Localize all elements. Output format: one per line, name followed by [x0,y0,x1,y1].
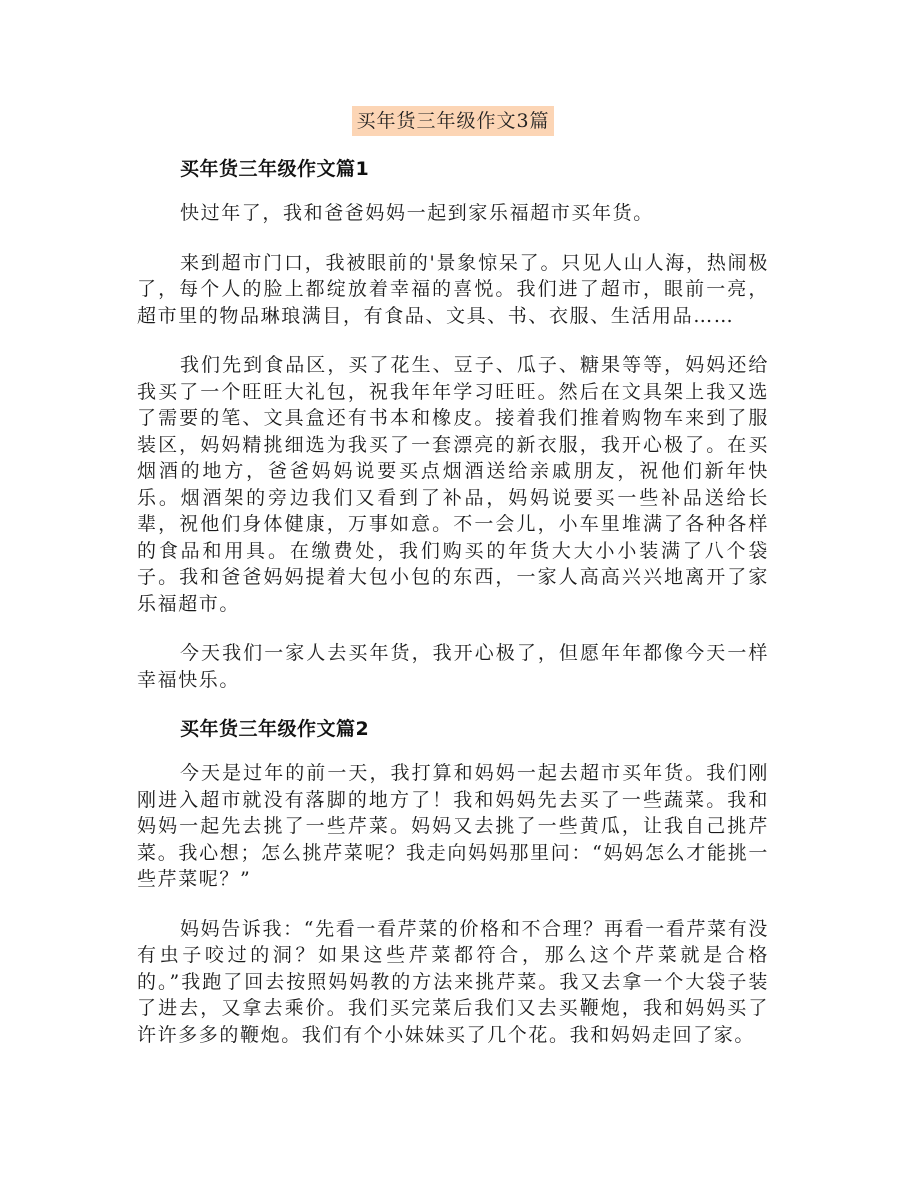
paragraph: 今天我们一家人去买年货，我开心极了，但愿年年都像今天一样幸福快乐。 [137,642,769,691]
paragraph: 快过年了，我和爸爸妈妈一起到家乐福超市买年货。 [180,202,654,224]
paragraph: 妈妈告诉我：“先看一看芹菜的价格和不合理？再看一看芹菜有没有虫子咬过的洞？如果这些芹菜都符合，那么这个芹菜就是合格的。”我跑了回去按照妈妈教的方法来挑芹菜。我又去拿一个大袋子装了进去，又拿去乘价。我们买完菜后我们又去买鞭炮，我和妈妈买了许许多多的鞭炮。我们有个小妹妹买了几个花。我和妈妈走回了家。 [137,917,769,1046]
section-2 [137,716,769,1048]
paragraph: 我们先到食品区，买了花生、豆子、瓜子、糖果等等，妈妈还给我买了一个旺旺大礼包，祝我年年学习旺旺。然后在文具架上我又选了需要的笔、文具盒还有书本和橡皮。接着我们推着购物车来到了服装区，妈妈精挑细选为我买了一套漂亮的新衣服，我开心极了。在买烟酒的地方，爸爸妈妈说要买点烟酒送给亲戚朋友，祝他们新年快乐。烟酒架的旁边我们又看到了补品，妈妈说要买一些补品送给长辈，祝他们身体健康，万事如意。不一会儿，小车里堆满了各种各样的食品和用具。在缴费处，我们购买的年货大大小小装满了八个袋子。我和爸爸妈妈提着大包小包的东西，一家人高高兴兴地离开了家乐福超市。 [137,354,769,615]
section-heading: 买年货三年级作文篇1 [180,158,370,180]
document-title-text: 买年货三年级作文3篇 [352,106,553,136]
paragraph: 今天是过年的前一天，我打算和妈妈一起去超市买年货。我们刚刚进入超市就没有落脚的地方了！我和妈妈先去买了一些蔬菜。我和妈妈一起先去挑了一些芹菜。妈妈又去挑了一些黄瓜，让我自己挑芹菜。我心想；怎么挑芹菜呢？我走向妈妈那里问：“妈妈怎么才能挑一些芹菜呢？” [137,762,769,890]
paragraph: 来到超市门口，我被眼前的'景象惊呆了。只见人山人海，热闹极了，每个人的脸上都绽放着幸福的喜悦。我们进了超市，眼前一亮，超市里的物品琳琅满目，有食品、文具、书、衣服、生活用品…… [137,251,769,327]
section-heading: 买年货三年级作文篇2 [180,718,370,740]
section-1 [137,156,769,693]
document-page [137,106,769,1071]
document-title [137,106,769,136]
